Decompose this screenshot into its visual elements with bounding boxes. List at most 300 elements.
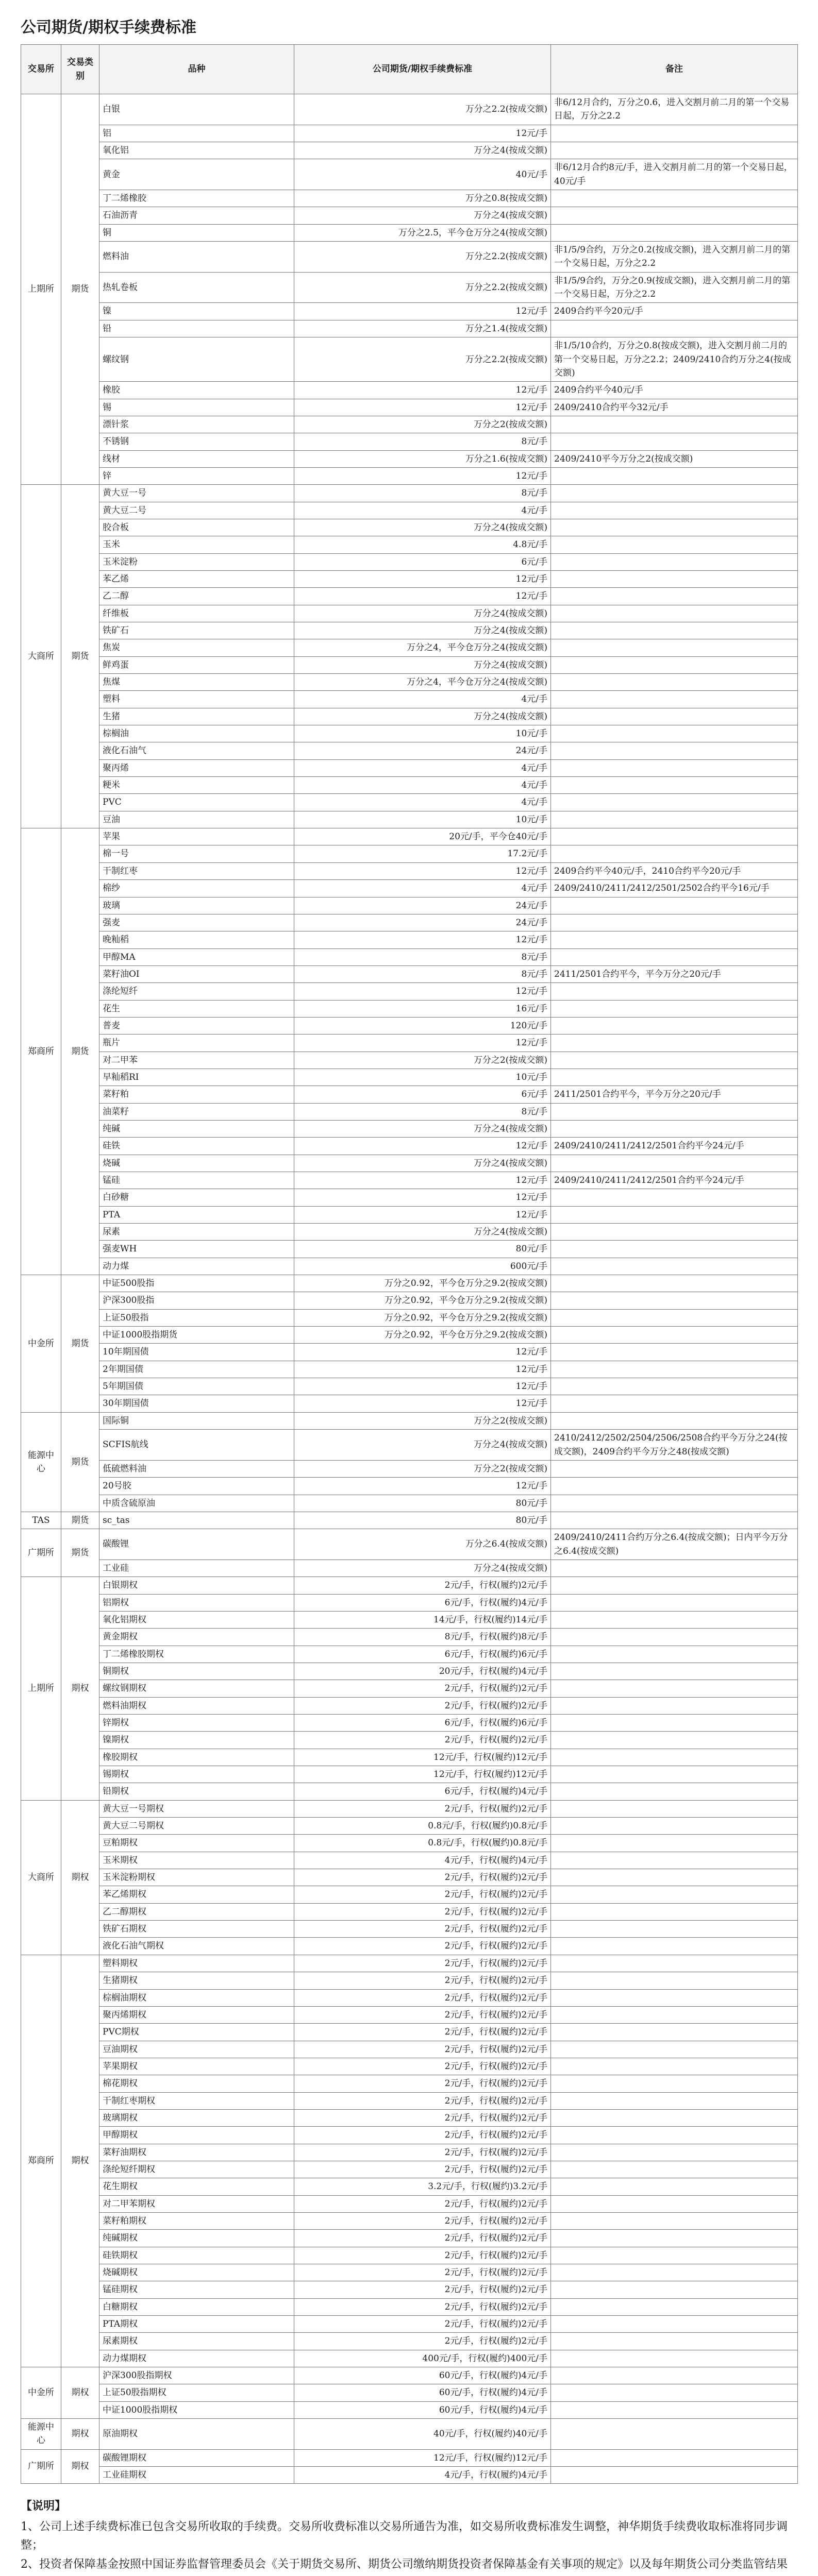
cell-type: 期货 bbox=[61, 1275, 99, 1413]
cell-note bbox=[551, 1395, 798, 1412]
cell-fee: 0.8元/手，行权(履约)0.8元/手 bbox=[294, 1818, 551, 1835]
cell-note bbox=[551, 2144, 798, 2161]
cell-note bbox=[551, 588, 798, 605]
cell-fee: 2元/手，行权(履约)2元/手 bbox=[294, 1680, 551, 1697]
cell-note: 2409/2410/2411/2412/2501合约平今24元/手 bbox=[551, 1172, 798, 1189]
cell-fee: 6元/手，行权(履约)4元/手 bbox=[294, 1594, 551, 1611]
table-row bbox=[21, 303, 798, 320]
cell-type: 期权 bbox=[61, 2367, 99, 2419]
cell-variety: 黄金期权 bbox=[99, 1629, 294, 1646]
table-row bbox=[21, 159, 798, 190]
cell-note: 2410/2412/2502/2504/2506/2508合约平今万分之24(按成交额)，2409合约平今万分之48(按成交额) bbox=[551, 1430, 798, 1461]
cell-variety: 镍期权 bbox=[99, 1732, 294, 1749]
table-row bbox=[21, 725, 798, 742]
cell-note bbox=[551, 811, 798, 828]
cell-note bbox=[551, 2230, 798, 2247]
table-row bbox=[21, 759, 798, 776]
table-row bbox=[21, 914, 798, 931]
cell-note bbox=[551, 1732, 798, 1749]
fee-table bbox=[21, 44, 798, 2484]
cell-note bbox=[551, 2195, 798, 2212]
table-row bbox=[21, 2449, 798, 2466]
table-row bbox=[21, 1529, 798, 1560]
cell-note bbox=[551, 759, 798, 776]
cell-fee: 4元/手 bbox=[294, 794, 551, 811]
cell-variety: 棕榈油 bbox=[99, 725, 294, 742]
cell-note bbox=[551, 1327, 798, 1344]
table-row bbox=[21, 1886, 798, 1903]
cell-note: 非1/5/9合约，万分之0.2(按成交额)，进入交割月前二月的第一个交易日起，万分之2.2 bbox=[551, 242, 798, 273]
table-row bbox=[21, 880, 798, 897]
cell-fee: 万分之2.5，平今仓万分之4(按成交额) bbox=[294, 224, 551, 241]
cell-fee: 12元/手 bbox=[294, 588, 551, 605]
cell-variety: 菜籽油OI bbox=[99, 965, 294, 982]
cell-fee: 万分之0.92，平今仓万分之9.2(按成交额) bbox=[294, 1327, 551, 1344]
cell-note bbox=[551, 1972, 798, 1989]
cell-variety: 铁矿石 bbox=[99, 622, 294, 639]
cell-variety: 尿素 bbox=[99, 1224, 294, 1241]
table-row bbox=[21, 2316, 798, 2333]
cell-exchange: 大商所 bbox=[21, 1800, 61, 1955]
cell-fee: 400元/手，行权(履约)400元/手 bbox=[294, 2350, 551, 2367]
cell-fee: 2元/手，行权(履约)2元/手 bbox=[294, 1921, 551, 1938]
cell-variety: 石油沥青 bbox=[99, 207, 294, 224]
cell-note bbox=[551, 224, 798, 241]
table-row bbox=[21, 588, 798, 605]
cell-variety: 液化石油气期权 bbox=[99, 1938, 294, 1955]
cell-exchange: 中金所 bbox=[21, 2367, 61, 2419]
header-note: 备注 bbox=[551, 45, 798, 94]
cell-fee: 24元/手 bbox=[294, 742, 551, 759]
cell-type: 期货 bbox=[61, 94, 99, 485]
table-row bbox=[21, 94, 798, 125]
notes-title: 【说明】 bbox=[21, 2499, 66, 2513]
cell-variety: 涤纶短纤期权 bbox=[99, 2161, 294, 2178]
table-row bbox=[21, 1783, 798, 1800]
table-row bbox=[21, 1395, 798, 1412]
cell-variety: 燃料油 bbox=[99, 242, 294, 273]
cell-note bbox=[551, 828, 798, 845]
cell-variety: 中证1000股指期权 bbox=[99, 2401, 294, 2418]
table-row bbox=[21, 1206, 798, 1223]
table-row bbox=[21, 1495, 798, 1512]
table-row bbox=[21, 2006, 798, 2023]
cell-note bbox=[551, 2178, 798, 2195]
table-row bbox=[21, 2195, 798, 2212]
table-row bbox=[21, 207, 798, 224]
table-row bbox=[21, 1869, 798, 1886]
cell-variety: 玻璃期权 bbox=[99, 2109, 294, 2126]
cell-fee: 万分之4(按成交额) bbox=[294, 708, 551, 725]
cell-note bbox=[551, 1000, 798, 1017]
cell-variety: 动力煤 bbox=[99, 1258, 294, 1275]
cell-fee: 4元/手 bbox=[294, 759, 551, 776]
cell-fee: 12元/手，行权(履约)12元/手 bbox=[294, 1749, 551, 1766]
cell-variety: 生猪 bbox=[99, 708, 294, 725]
table-row bbox=[21, 502, 798, 519]
cell-variety: sc_tas bbox=[99, 1512, 294, 1529]
table-row bbox=[21, 1172, 798, 1189]
cell-variety: PTA期权 bbox=[99, 2316, 294, 2333]
cell-note bbox=[551, 1258, 798, 1275]
cell-note: 非1/5/9合约，万分之0.9(按成交额)，进入交割月前二月的第一个交易日起，万分之2.2 bbox=[551, 272, 798, 303]
table-row bbox=[21, 1309, 798, 1326]
cell-variety: 纯碱 bbox=[99, 1120, 294, 1137]
cell-note bbox=[551, 639, 798, 656]
cell-variety: 铜 bbox=[99, 224, 294, 241]
table-row bbox=[21, 1903, 798, 1920]
table-row bbox=[21, 862, 798, 879]
table-row bbox=[21, 983, 798, 1000]
cell-fee: 2元/手，行权(履约)2元/手 bbox=[294, 1989, 551, 2006]
cell-variety: 玻璃 bbox=[99, 897, 294, 914]
cell-note bbox=[551, 742, 798, 759]
cell-variety: 锰硅 bbox=[99, 1172, 294, 1189]
cell-fee: 12元/手 bbox=[294, 382, 551, 399]
table-row bbox=[21, 382, 798, 399]
table-row bbox=[21, 2281, 798, 2298]
cell-variety: 液化石油气 bbox=[99, 742, 294, 759]
table-row bbox=[21, 2161, 798, 2178]
cell-note bbox=[551, 553, 798, 570]
cell-note bbox=[551, 605, 798, 622]
cell-variety: 20号胶 bbox=[99, 1478, 294, 1495]
cell-variety: 棉纱 bbox=[99, 880, 294, 897]
table-row bbox=[21, 1460, 798, 1477]
table-row bbox=[21, 1955, 798, 1972]
table-row bbox=[21, 1732, 798, 1749]
cell-variety: 胶合板 bbox=[99, 519, 294, 536]
cell-fee: 12元/手 bbox=[294, 1344, 551, 1361]
table-row bbox=[21, 2419, 798, 2450]
table-row bbox=[21, 2367, 798, 2384]
cell-variety: 花生期权 bbox=[99, 2178, 294, 2195]
cell-type: 期货 bbox=[61, 1412, 99, 1512]
cell-note bbox=[551, 777, 798, 794]
table-row bbox=[21, 1512, 798, 1529]
cell-variety: PVC期权 bbox=[99, 2024, 294, 2041]
cell-variety: 普麦 bbox=[99, 1017, 294, 1034]
cell-note bbox=[551, 2075, 798, 2092]
cell-note bbox=[551, 2247, 798, 2264]
cell-variety: 白砂糖 bbox=[99, 1189, 294, 1206]
cell-note bbox=[551, 1715, 798, 1732]
cell-note bbox=[551, 1206, 798, 1223]
cell-fee: 万分之4(按成交额) bbox=[294, 207, 551, 224]
cell-fee: 12元/手，行权(履约)12元/手 bbox=[294, 1766, 551, 1783]
table-row bbox=[21, 1052, 798, 1069]
cell-fee: 60元/手，行权(履约)4元/手 bbox=[294, 2367, 551, 2384]
cell-variety: 中证500股指 bbox=[99, 1275, 294, 1292]
cell-variety: 铝期权 bbox=[99, 1594, 294, 1611]
cell-note bbox=[551, 1292, 798, 1309]
cell-fee: 万分之2.2(按成交额) bbox=[294, 94, 551, 125]
cell-note bbox=[551, 1069, 798, 1086]
table-row bbox=[21, 605, 798, 622]
cell-fee: 2元/手，行权(履约)2元/手 bbox=[294, 2333, 551, 2350]
cell-note: 2409/2410平今万分之2(按成交额) bbox=[551, 450, 798, 467]
fee-table-body bbox=[21, 94, 798, 2484]
table-row bbox=[21, 337, 798, 382]
cell-type: 期货 bbox=[61, 485, 99, 828]
table-row bbox=[21, 1938, 798, 1955]
table-row bbox=[21, 1361, 798, 1378]
cell-variety: 塑料 bbox=[99, 691, 294, 708]
cell-variety: 玉米 bbox=[99, 536, 294, 553]
cell-fee: 万分之4(按成交额) bbox=[294, 1430, 551, 1461]
cell-fee: 4元/手，行权(履约)4元/手 bbox=[294, 2467, 551, 2484]
cell-fee: 12元/手 bbox=[294, 467, 551, 484]
cell-fee: 万分之1.4(按成交额) bbox=[294, 320, 551, 337]
cell-variety: 烧碱 bbox=[99, 1155, 294, 1172]
cell-fee: 4元/手 bbox=[294, 880, 551, 897]
cell-variety: 铁矿石期权 bbox=[99, 1921, 294, 1938]
table-row bbox=[21, 1646, 798, 1663]
cell-note bbox=[551, 1412, 798, 1429]
table-row bbox=[21, 708, 798, 725]
cell-variety: 甲醇MA bbox=[99, 948, 294, 965]
cell-note bbox=[551, 502, 798, 519]
cell-note bbox=[551, 1103, 798, 1120]
cell-fee: 12元/手 bbox=[294, 1361, 551, 1378]
cell-fee: 2元/手，行权(履约)2元/手 bbox=[294, 1732, 551, 1749]
cell-fee: 10元/手 bbox=[294, 725, 551, 742]
cell-note bbox=[551, 1938, 798, 1955]
cell-variety: 塑料期权 bbox=[99, 1955, 294, 1972]
table-row bbox=[21, 142, 798, 159]
cell-note bbox=[551, 1155, 798, 1172]
cell-variety: 不锈钢 bbox=[99, 433, 294, 450]
cell-fee: 2元/手，行权(履约)2元/手 bbox=[294, 2298, 551, 2315]
table-row bbox=[21, 1921, 798, 1938]
cell-fee: 万分之2.2(按成交额) bbox=[294, 337, 551, 382]
table-row bbox=[21, 2467, 798, 2484]
cell-fee: 17.2元/手 bbox=[294, 845, 551, 862]
cell-exchange: 广期所 bbox=[21, 1529, 61, 1577]
cell-variety: 焦炭 bbox=[99, 639, 294, 656]
table-row bbox=[21, 811, 798, 828]
cell-fee: 2元/手，行权(履约)2元/手 bbox=[294, 1886, 551, 1903]
cell-exchange: 能源中心 bbox=[21, 2419, 61, 2450]
cell-variety: 菜籽油期权 bbox=[99, 2144, 294, 2161]
note-line: 2、投资者保障基金按照中国证券监督管理委员会《关于期货交易所、期货公司缴纳期货投资者保障基金有关事项的规定》以及每年期货公司分类监管结果 bbox=[21, 2558, 788, 2571]
cell-variety: 干制红枣期权 bbox=[99, 2092, 294, 2109]
cell-variety: 玉米淀粉期权 bbox=[99, 1869, 294, 1886]
table-row bbox=[21, 1224, 798, 1241]
cell-note bbox=[551, 2467, 798, 2484]
cell-variety: 铅 bbox=[99, 320, 294, 337]
table-row bbox=[21, 1000, 798, 1017]
table-row bbox=[21, 1835, 798, 1852]
cell-fee: 2元/手，行权(履约)2元/手 bbox=[294, 2006, 551, 2023]
table-row bbox=[21, 1560, 798, 1577]
table-row bbox=[21, 1715, 798, 1732]
cell-fee: 万分之4(按成交额) bbox=[294, 656, 551, 673]
table-row bbox=[21, 1327, 798, 1344]
cell-fee: 2元/手，行权(履约)2元/手 bbox=[294, 1972, 551, 1989]
table-row bbox=[21, 536, 798, 553]
cell-note bbox=[551, 2041, 798, 2058]
table-row bbox=[21, 272, 798, 303]
cell-variety: 沪深300股指期权 bbox=[99, 2367, 294, 2384]
cell-fee: 6元/手 bbox=[294, 1086, 551, 1103]
cell-variety: 沪深300股指 bbox=[99, 1292, 294, 1309]
cell-variety: 瓶片 bbox=[99, 1035, 294, 1052]
cell-variety: 菜籽粕期权 bbox=[99, 2212, 294, 2229]
cell-variety: 棉花期权 bbox=[99, 2075, 294, 2092]
cell-exchange: 能源中心 bbox=[21, 1412, 61, 1512]
cell-variety: 棉一号 bbox=[99, 845, 294, 862]
cell-fee: 2元/手，行权(履约)2元/手 bbox=[294, 1869, 551, 1886]
table-row bbox=[21, 845, 798, 862]
cell-variety: 低硫燃料油 bbox=[99, 1460, 294, 1477]
cell-note bbox=[551, 485, 798, 502]
cell-fee: 12元/手 bbox=[294, 1172, 551, 1189]
table-row bbox=[21, 1611, 798, 1628]
cell-note bbox=[551, 2281, 798, 2298]
cell-note bbox=[551, 794, 798, 811]
cell-note bbox=[551, 1697, 798, 1714]
table-row bbox=[21, 2247, 798, 2264]
cell-note bbox=[551, 1560, 798, 1577]
table-row bbox=[21, 674, 798, 691]
cell-type: 期权 bbox=[61, 2419, 99, 2450]
table-row bbox=[21, 450, 798, 467]
cell-variety: 热轧卷板 bbox=[99, 272, 294, 303]
cell-exchange: 郑商所 bbox=[21, 1955, 61, 2367]
cell-note: 非6/12月合约8元/手，进入交割月前二月的第一个交易日起，40元/手 bbox=[551, 159, 798, 190]
cell-variety: 工业硅 bbox=[99, 1560, 294, 1577]
table-row bbox=[21, 1241, 798, 1258]
cell-note bbox=[551, 1921, 798, 1938]
cell-fee: 万分之0.92，平今仓万分之9.2(按成交额) bbox=[294, 1275, 551, 1292]
cell-note bbox=[551, 1460, 798, 1477]
cell-note bbox=[551, 622, 798, 639]
cell-variety: 黄大豆一号 bbox=[99, 485, 294, 502]
table-row bbox=[21, 1155, 798, 1172]
header-type: 交易类别 bbox=[61, 45, 99, 94]
table-row bbox=[21, 931, 798, 948]
cell-variety: 镍 bbox=[99, 303, 294, 320]
table-row bbox=[21, 2144, 798, 2161]
cell-variety: PVC bbox=[99, 794, 294, 811]
table-row bbox=[21, 467, 798, 484]
cell-variety: 纤维板 bbox=[99, 605, 294, 622]
cell-fee: 60元/手，行权(履约)4元/手 bbox=[294, 2401, 551, 2418]
cell-variety: 玉米期权 bbox=[99, 1852, 294, 1869]
cell-note bbox=[551, 691, 798, 708]
cell-note bbox=[551, 1361, 798, 1378]
cell-note bbox=[551, 2333, 798, 2350]
table-row bbox=[21, 416, 798, 433]
cell-note bbox=[551, 1818, 798, 1835]
table-row bbox=[21, 1017, 798, 1034]
cell-variety: 锌期权 bbox=[99, 1715, 294, 1732]
cell-type: 期权 bbox=[61, 2449, 99, 2484]
cell-note bbox=[551, 1120, 798, 1137]
cell-fee: 14元/手，行权(履约)14元/手 bbox=[294, 1611, 551, 1628]
page-title: 公司期货/期权手续费标准 bbox=[21, 19, 196, 37]
table-row bbox=[21, 1852, 798, 1869]
cell-type: 期权 bbox=[61, 1800, 99, 1955]
cell-type: 期货 bbox=[61, 828, 99, 1275]
table-row bbox=[21, 2384, 798, 2401]
table-row bbox=[21, 1629, 798, 1646]
cell-fee: 万分之1.6(按成交额) bbox=[294, 450, 551, 467]
cell-note bbox=[551, 1594, 798, 1611]
cell-fee: 12元/手 bbox=[294, 303, 551, 320]
table-row bbox=[21, 828, 798, 845]
cell-fee: 2元/手，行权(履约)2元/手 bbox=[294, 2109, 551, 2126]
cell-variety: 中证1000股指期货 bbox=[99, 1327, 294, 1344]
cell-variety: 螺纹钢 bbox=[99, 337, 294, 382]
cell-fee: 16元/手 bbox=[294, 1000, 551, 1017]
table-row bbox=[21, 948, 798, 965]
cell-variety: 涤纶短纤 bbox=[99, 983, 294, 1000]
cell-fee: 12元/手 bbox=[294, 1189, 551, 1206]
cell-note bbox=[551, 207, 798, 224]
table-row bbox=[21, 125, 798, 142]
cell-note bbox=[551, 708, 798, 725]
cell-variety: 黄大豆一号期权 bbox=[99, 1800, 294, 1817]
cell-fee: 12元/手 bbox=[294, 1138, 551, 1155]
cell-note bbox=[551, 931, 798, 948]
cell-note bbox=[551, 142, 798, 159]
cell-type: 期权 bbox=[61, 1955, 99, 2367]
cell-note bbox=[551, 1189, 798, 1206]
cell-fee: 8元/手 bbox=[294, 485, 551, 502]
table-header-row bbox=[21, 45, 798, 94]
table-row bbox=[21, 1292, 798, 1309]
cell-fee: 4元/手 bbox=[294, 502, 551, 519]
table-row bbox=[21, 399, 798, 416]
table-row bbox=[21, 2092, 798, 2109]
table-row bbox=[21, 2058, 798, 2075]
cell-variety: 黄金 bbox=[99, 159, 294, 190]
cell-fee: 2元/手，行权(履约)2元/手 bbox=[294, 2316, 551, 2333]
cell-fee: 12元/手 bbox=[294, 1378, 551, 1395]
cell-fee: 万分之4，平今仓万分之4(按成交额) bbox=[294, 674, 551, 691]
cell-variety: 氧化铝 bbox=[99, 142, 294, 159]
cell-fee: 24元/手 bbox=[294, 897, 551, 914]
cell-fee: 8元/手 bbox=[294, 433, 551, 450]
cell-variety: 聚丙烯 bbox=[99, 759, 294, 776]
cell-variety: 黄大豆二号期权 bbox=[99, 1818, 294, 1835]
cell-variety: 聚丙烯期权 bbox=[99, 2006, 294, 2023]
cell-fee: 万分之4(按成交额) bbox=[294, 1560, 551, 1577]
cell-fee: 40元/手 bbox=[294, 159, 551, 190]
cell-variety: 氧化铝期权 bbox=[99, 1611, 294, 1628]
table-row bbox=[21, 553, 798, 570]
cell-note bbox=[551, 1800, 798, 1817]
cell-fee: 2元/手，行权(履约)2元/手 bbox=[294, 1800, 551, 1817]
cell-note bbox=[551, 1344, 798, 1361]
cell-variety: SCFIS航线 bbox=[99, 1430, 294, 1461]
cell-variety: 动力煤期权 bbox=[99, 2350, 294, 2367]
cell-note bbox=[551, 1512, 798, 1529]
cell-note bbox=[551, 656, 798, 673]
cell-fee: 4元/手 bbox=[294, 777, 551, 794]
cell-variety: 黄大豆二号 bbox=[99, 502, 294, 519]
table-row bbox=[21, 190, 798, 207]
cell-note bbox=[551, 320, 798, 337]
cell-variety: 早籼稻RI bbox=[99, 1069, 294, 1086]
table-row bbox=[21, 2333, 798, 2350]
cell-note bbox=[551, 1495, 798, 1512]
table-row bbox=[21, 1766, 798, 1783]
cell-variety: 铝 bbox=[99, 125, 294, 142]
header-exchange: 交易所 bbox=[21, 45, 61, 94]
